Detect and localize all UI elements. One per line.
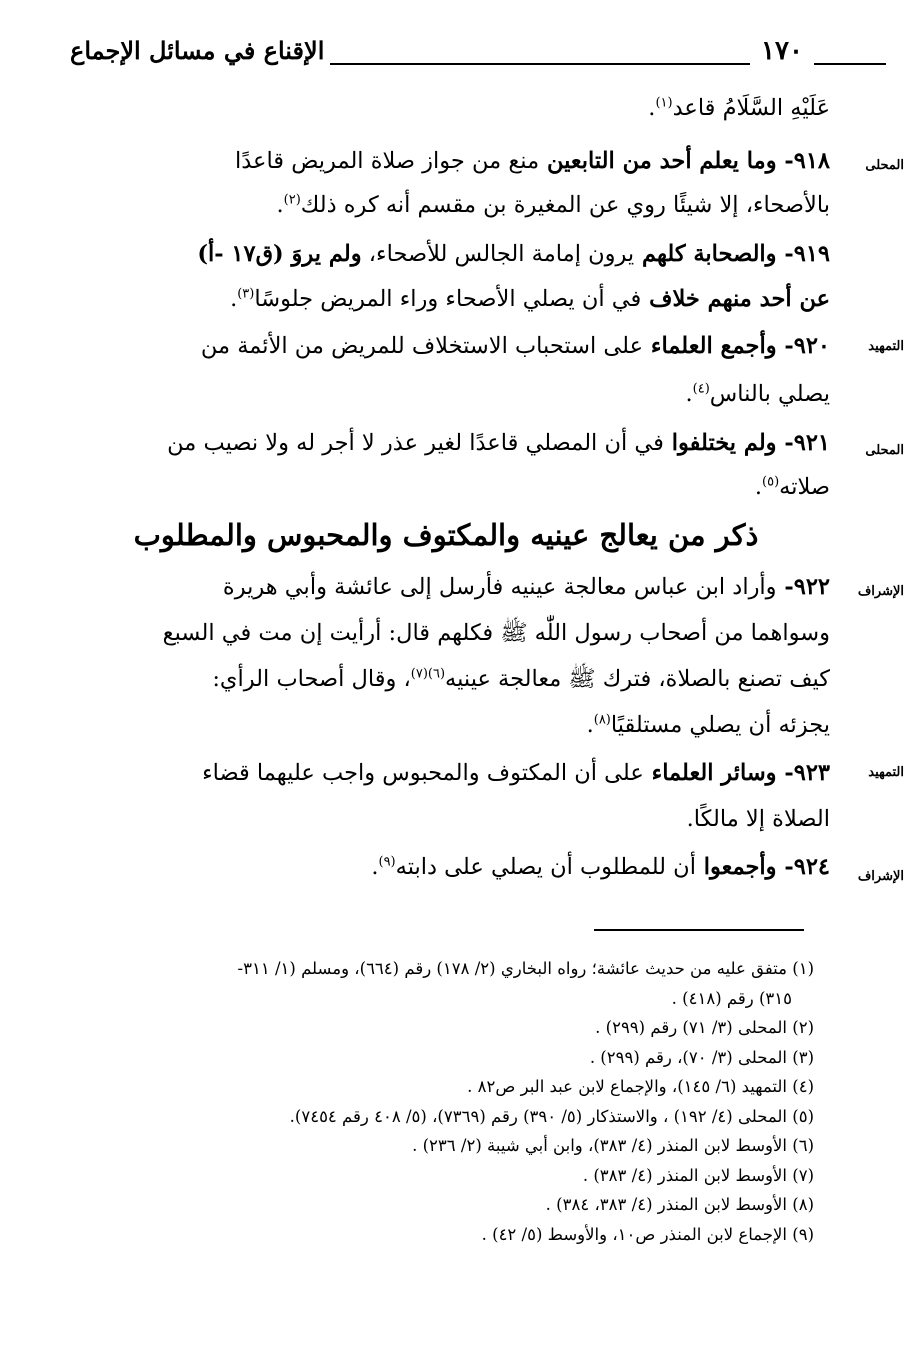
text-line xyxy=(62,804,830,834)
text-line xyxy=(62,664,830,694)
text-run: بالأصحاء، إلا شيئًا روي عن المغيرة بن مقسم أنه كره ذلك xyxy=(300,192,830,218)
footnote-8: (٨) الأوسط لابن المنذر (٤/ ٣٨٣، ٣٨٤) . xyxy=(545,1195,814,1214)
text-line xyxy=(62,618,830,648)
text-run: صلاته xyxy=(779,474,830,500)
text-run: يجزئه أن يصلي مستلقيًا xyxy=(610,712,830,738)
text-run: عن أحد منهم خلاف xyxy=(641,286,830,312)
text-run: . xyxy=(648,95,656,121)
text-run: ، وقال أصحاب الرأي: xyxy=(212,666,411,692)
page-header xyxy=(70,36,832,80)
text-run: . xyxy=(230,286,238,312)
footnote-1-continued: ٣١٥) رقم (٤١٨) . xyxy=(671,988,792,1008)
footnote-4: (٤) التمهيد (٦/ ١٤٥)، والإجماع لابن عبد البر ص٨٢ . xyxy=(467,1077,814,1096)
text-line xyxy=(62,758,830,788)
section-heading: ذكر من يعالج عينيه والمكتوف والمحبوس والمطلوب xyxy=(133,518,759,552)
page-number: ١٧٠ xyxy=(761,36,803,66)
text-line xyxy=(62,428,830,458)
text-run: ٩٢٣- وسائر العلماء xyxy=(643,760,830,786)
text-run: ٩٢١- ولم يختلفوا xyxy=(663,430,830,456)
source-label-923: التمهيد xyxy=(868,765,904,780)
text-line xyxy=(62,472,830,502)
footnote-marker: (٤) xyxy=(692,381,710,397)
footnote-separator xyxy=(594,929,804,931)
text-run: يصلي بالناس xyxy=(709,381,830,407)
footnote-marker: (١) xyxy=(655,95,673,111)
source-label-922: الإشراف xyxy=(857,584,904,599)
text-line xyxy=(62,331,830,361)
text-run: كيف تصنع بالصلاة، فترك ﷺ معالجة عينيه xyxy=(445,666,830,692)
text-run: ٩١٩- والصحابة كلهم xyxy=(634,241,830,267)
text-run: الصلاة إلا مالكًا. xyxy=(686,806,830,832)
text-run: على استحباب الاستخلاف للمريض من الأئمة من xyxy=(200,333,644,359)
text-line xyxy=(62,284,830,314)
text-run: . xyxy=(371,854,379,880)
footnote-marker: (٨) xyxy=(593,712,611,728)
text-run: ٩٢٤- وأجمعوا xyxy=(695,854,830,880)
text-run: وسواهما من أصحاب رسول اللّٰه ﷺ فكلهم قال: أرأيت إن مت في السبع xyxy=(162,620,830,646)
source-label-924: الإشراف xyxy=(857,869,904,884)
book-title: الإقناع في مسائل الإجماع xyxy=(70,36,325,65)
text-run: عَلَيْهِ السَّلَامُ قاعد xyxy=(672,95,830,121)
text-run: في أن يصلي الأصحاء وراء المريض جلوسًا xyxy=(254,286,642,312)
text-line xyxy=(62,239,830,269)
text-run: ٩٢٠- وأجمع العلماء xyxy=(643,333,830,359)
footnotes xyxy=(70,954,814,1249)
footnote-9: (٩) الإجماع لابن المنذر ص١٠، والأوسط (٥/ ٤٢) . xyxy=(481,1224,814,1244)
footnote-1: (١) متفق عليه من حديث عائشة؛ رواه البخاري (٢/ ١٧٨) رقم (٦٦٤)، ومسلم (١/ ٣١١- xyxy=(237,959,814,978)
text-run: في أن المصلي قاعدًا لغير عذر لا أجر له ولا نصيب من xyxy=(167,430,664,456)
text-run: وأراد ابن عباس معالجة عينيه فأرسل إلى عائشة وأبي هريرة xyxy=(222,574,777,600)
text-run: . xyxy=(754,474,762,500)
text-run: على أن المكتوف والمحبوس واجب عليهما قضاء xyxy=(202,760,644,786)
footnote-marker: (٣) xyxy=(237,286,255,302)
text-run: يرون إمامة الجالس للأصحاء، xyxy=(361,241,635,267)
source-label-918: المحلى xyxy=(865,158,904,173)
source-label-921: المحلى xyxy=(865,443,904,458)
footnote-marker: (٦)(٧) xyxy=(410,666,446,682)
footnote-7: (٧) الأوسط لابن المنذر (٤/ ٣٨٣) . xyxy=(582,1165,814,1185)
footnote-2: (٢) المحلى (٣/ ٧١) رقم (٢٩٩) . xyxy=(595,1018,814,1037)
footnote-marker: (٢) xyxy=(283,192,301,208)
text-run: . xyxy=(685,381,693,407)
text-line xyxy=(62,146,830,176)
text-line xyxy=(62,379,830,409)
footnote-5: (٥) المحلى (٤/ ١٩٢) ، والاستذكار (٥/ ٣٩٠) رقم (٧٣٦٩)، (٥/ ٤٠٨ رقم ٧٤٥٤). xyxy=(289,1106,814,1126)
footnote-marker: (٩) xyxy=(378,854,396,870)
text-run: ولم يروَ (ق١٧ -أ) xyxy=(197,241,362,267)
header-rule-left xyxy=(330,63,750,65)
text-run: ٩٢٢- xyxy=(776,574,830,600)
text-line xyxy=(62,572,830,602)
text-run: أن للمطلوب أن يصلي على دابته xyxy=(395,854,696,880)
text-run: منع من جواز صلاة المريض قاعدًا xyxy=(234,148,540,174)
footnote-6: (٦) الأوسط لابن المنذر (٤/ ٣٨٣)، وابن أبي شيبة (٢/ ٢٣٦) . xyxy=(412,1136,814,1155)
text-run: . xyxy=(276,192,284,218)
header-rule-right xyxy=(814,63,886,65)
text-line xyxy=(62,190,830,220)
text-run: ٩١٨- وما يعلم أحد من التابعين xyxy=(539,148,830,174)
text-line xyxy=(62,710,830,740)
text-line xyxy=(62,852,830,882)
footnote-marker: (٥) xyxy=(762,474,780,490)
footnote-3: (٣) المحلى (٣/ ٧٠)، رقم (٢٩٩) . xyxy=(589,1047,814,1067)
source-label-920: التمهيد xyxy=(868,339,904,354)
text-run: . xyxy=(586,712,594,738)
text-line xyxy=(62,93,830,123)
